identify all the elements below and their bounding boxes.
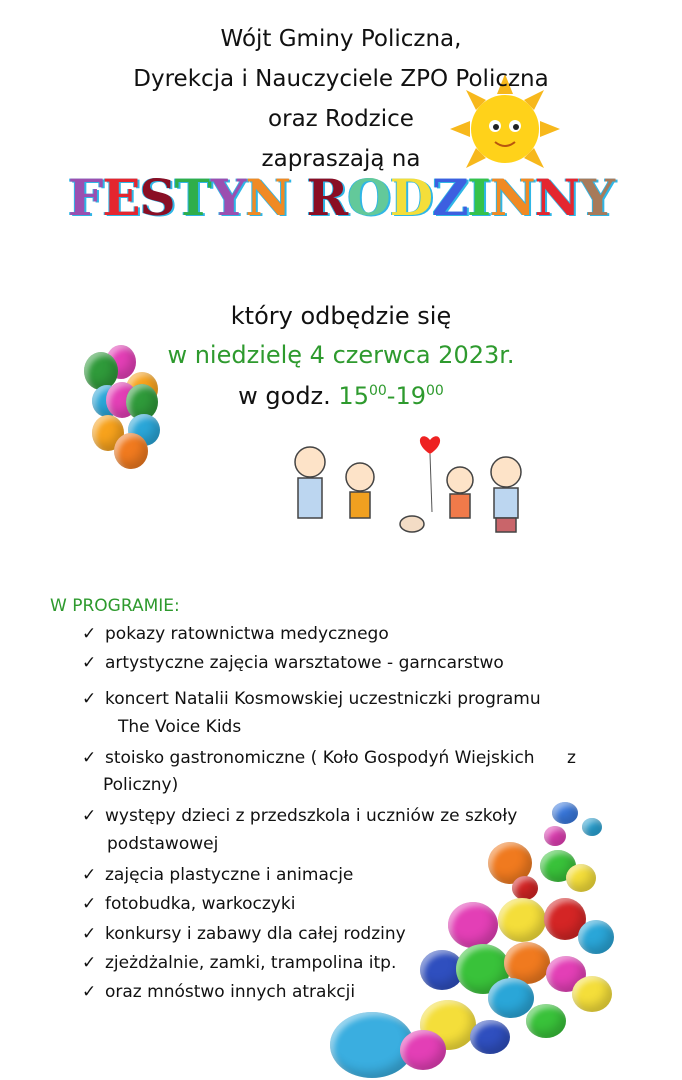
- title-letter: N: [245, 168, 291, 227]
- festyn-rodzinny-title: [0, 168, 682, 227]
- start-minutes: 00: [368, 383, 387, 399]
- check-icon: ✓: [82, 624, 97, 644]
- check-icon: ✓: [82, 953, 97, 973]
- dash: -: [386, 382, 396, 410]
- check-icon: ✓: [82, 982, 97, 1002]
- check-icon: ✓: [82, 865, 97, 885]
- header-line-2: Dyrekcja i Nauczyciele ZPO Policzna: [133, 66, 549, 92]
- program-item: oraz mnóstwo innych atrakcji: [105, 982, 356, 1002]
- event-hours: [0, 382, 682, 410]
- title-letter: F: [67, 168, 103, 227]
- title-letter: N: [534, 168, 580, 227]
- title-letter: D: [389, 168, 433, 227]
- program-item: koncert Natalii Kosmowskiej uczestniczki programu: [105, 689, 541, 709]
- title-letter: E: [102, 168, 140, 227]
- program-heading: W PROGRAMIE:: [50, 596, 180, 616]
- program-item: podstawowej: [107, 834, 219, 854]
- end-hour: 19: [395, 382, 427, 410]
- check-icon: ✓: [82, 924, 97, 944]
- header-line-4: zapraszają na: [261, 146, 421, 172]
- title-letter: Z: [432, 168, 468, 227]
- check-icon: ✓: [82, 894, 97, 914]
- program-item: zajęcia plastyczne i animacje: [105, 865, 354, 885]
- header-line-3: oraz Rodzice: [268, 106, 414, 132]
- event-line-1: który odbędzie się: [230, 302, 452, 330]
- end-minutes: 00: [426, 383, 444, 399]
- program-item: stoisko gastronomiczne ( Koło Gospodyń Wiejskich z: [105, 748, 576, 768]
- title-letter: S: [139, 168, 175, 227]
- header-line-1: Wójt Gminy Policzna,: [220, 26, 462, 52]
- hours-value: [338, 382, 443, 410]
- title-letter: Y: [210, 168, 246, 227]
- title-letter: O: [347, 168, 390, 227]
- check-icon: ✓: [82, 748, 97, 768]
- title-letter: R: [306, 168, 348, 227]
- program-item: występy dzieci z przedszkola i uczniów ze szkoły: [105, 806, 518, 826]
- program-item: konkursy i zabawy dla całej rodziny: [105, 924, 406, 944]
- program-item: fotobudka, warkoczyki: [105, 894, 296, 914]
- event-date: w niedzielę 4 czerwca 2023r.: [167, 341, 515, 369]
- program-item: zjeżdżalnie, zamki, trampolina itp.: [105, 953, 397, 973]
- program-item: pokazy ratownictwa medycznego: [105, 624, 389, 644]
- title-letter: [290, 168, 306, 227]
- hours-prefix: w godz.: [238, 382, 331, 410]
- title-letter: N: [490, 168, 535, 227]
- check-icon: ✓: [82, 653, 97, 673]
- check-icon: ✓: [82, 806, 97, 826]
- check-icon: ✓: [82, 689, 97, 709]
- family-illustration: [270, 432, 550, 547]
- program-item: The Voice Kids: [118, 717, 242, 737]
- title-letter: I: [467, 168, 491, 227]
- program-item: artystyczne zajęcia warsztatowe - garncarstwo: [105, 653, 504, 673]
- title-letter: Y: [579, 168, 615, 227]
- start-hour: 15: [338, 382, 369, 410]
- program-item: Policzny): [103, 775, 179, 795]
- title-letter: T: [174, 168, 211, 227]
